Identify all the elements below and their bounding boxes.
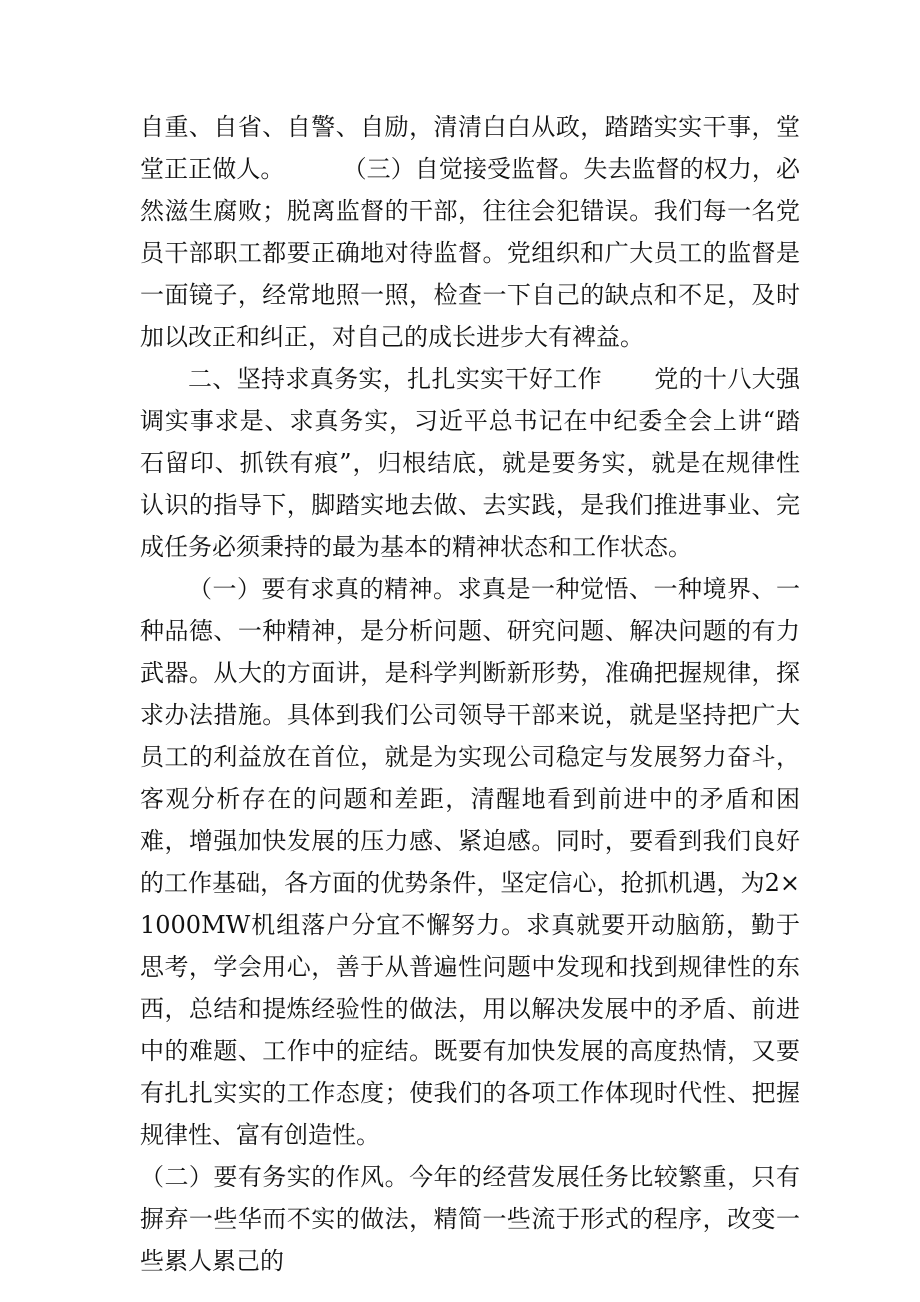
section-two-paragraph — [140, 358, 800, 568]
paragraph-text: （一）要有求真的精神。求真是一种觉悟、一种境界、一种品德、一种精神，是分析问题、研究问题、解决问题的有力武器。从大的方面讲，是科学判断新形势，准确把握规律，探求办法措施。具体到我们公司领导干部来说，就是坚持把广大员工的利益放在首位，就是为实现公司稳定与发展努力奋斗，客观分析存在的问题和差距，清醒地看到前进中的矛盾和困难，增强加快发展的压力感、紧迫感。同时，要看到我们良好的工作基础，各方面的优势条件，坚定信心，抢抓机遇，为2×1000MW机组落户分宜不懈努力。求真就要开动脑筋，勤于思考，学会用心，善于从普遍性问题中发现和找到规律性的东西，总结和提炼经验性的做法，用以解决发展中的矛盾、前进中的难题、工作中的症结。既要有加快发展的高度热情，又要有扎扎实实的工作态度；使我们的各项工作体现时代性、把握规律性、富有创造性。 — [140, 575, 800, 1149]
section-two-heading: 二、坚持求真务实，扎扎实实干好工作 — [188, 365, 602, 393]
paragraph-self-discipline — [140, 106, 800, 358]
paragraph-text: 自重、自省、自警、自励，清清白白从政，踏踏实实干事，堂堂正正做人。 — [140, 113, 800, 183]
paragraph-text: （二）要有务实的作风。今年的经营发展任务比较繁重，只有摒弃一些华而不实的做法，精简一些流于形式的程序，改变一些累人累己的 — [140, 1163, 800, 1275]
section-one-truth-paragraph — [140, 568, 800, 1156]
document-body — [140, 106, 800, 1282]
section-three-supervision: （三）自觉接受监督。失去监督的权力，必然滋生腐败；脱离监督的干部，往往会犯错误。我们每一名党员干部职工都要正确地对待监督。党组织和广大员工的监督是一面镜子，经常地照一照，检查一下自己的缺点和不足，及时加以改正和纠正，对自己的成长进步大有裨益。 — [140, 155, 801, 351]
section-two-practical-paragraph — [140, 1156, 800, 1282]
section-two-body: 党的十八大强调实事求是、求真务实，习近平总书记在中纪委全会上讲“踏石留印、抓铁有痕”，归根结底，就是要务实，就是在规律性认识的指导下，脚踏实地去做、去实践，是我们推进事业、完成任务必须秉持的最为基本的精神状态和工作状态。 — [140, 365, 801, 561]
